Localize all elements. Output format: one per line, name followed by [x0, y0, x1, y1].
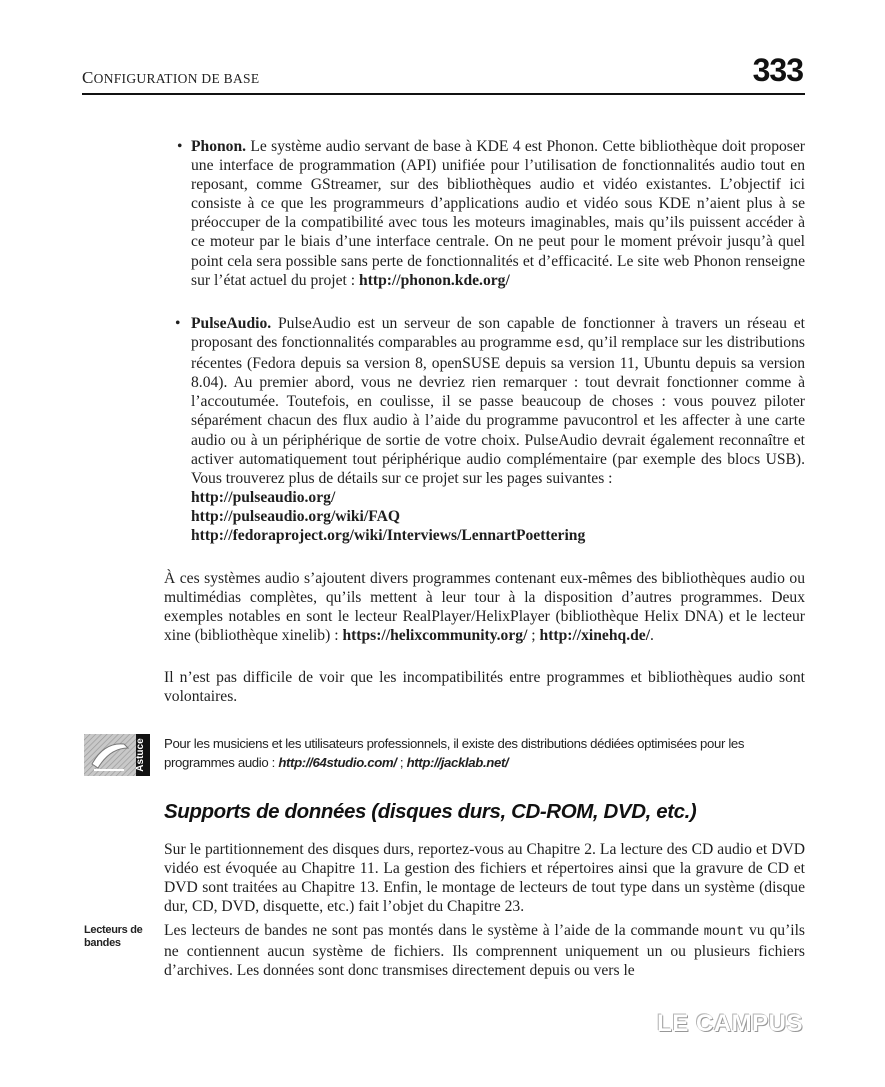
phonon-link[interactable]: http://phonon.kde.org/: [359, 271, 510, 289]
inline-code: mount: [703, 925, 745, 940]
running-header-rest: ONFIGURATION DE BASE: [93, 71, 260, 86]
tip-icon: [84, 734, 152, 776]
64studio-link[interactable]: http://64studio.com/: [278, 755, 397, 770]
separator: ;: [527, 627, 540, 645]
separator: ;: [396, 755, 407, 770]
inline-code: esd: [555, 337, 580, 353]
page-number: 333: [752, 52, 803, 88]
bullet-text: [191, 137, 805, 290]
bullet-dot: •: [177, 138, 183, 155]
paragraph-text-continued: vu qu’ils ne contiennent aucun système de fichiers. Ils comprennent uniquement un ou plusieurs fichiers d’archives. Les données sont donc transmises directement depuis ou vers le: [164, 922, 805, 980]
xine-link[interactable]: http://xinehq.de/: [539, 627, 651, 645]
section-heading: Supports de données (disques durs, CD-ROM, DVD, etc.): [164, 800, 697, 823]
tape-drives-paragraph: [164, 921, 805, 980]
bullet-label: Phonon.: [191, 138, 247, 155]
bullet-body: Le système audio servant de base à KDE 4 est Phonon. Cette bibliothèque doit proposer une interface de programmation (API) unifiée pour l’utilisation de fonctionnalités audio tout en reposant, comme GStreamer, sur des bibliothèques audio et vidéo existantes. L’objectif ici consiste à ce que les programmeurs d’applications audio et vidéo sous KDE n’aient plus à se préoccuper de la compatibilité avec tous les moteurs imaginables, mais qu’ils puissent accéder à ce moteur par le biais d’une interface centrale. On ne peut pour le moment prévoir jusqu’à quel point cela sera possible sans perte de fonctionnalités et d’efficacité. Le site web Phonon renseigne sur l’état actuel du projet :: [191, 138, 805, 289]
tip-text: Pour les musiciens et les utilisateurs professionnels, il existe des distributions dédiées optimisées pour les programmes audio :: [164, 736, 745, 770]
bullet-label: PulseAudio.: [191, 315, 272, 332]
paragraph-end: .: [650, 627, 654, 645]
bullet-dot: •: [175, 315, 181, 332]
tip-icon-label: Astuce: [135, 738, 146, 772]
bullet-item-phonon: [165, 137, 805, 290]
helix-link[interactable]: https://helixcommunity.org/: [342, 627, 528, 645]
running-header: [82, 68, 259, 88]
section-paragraph: Sur le partitionnement des disques durs, reportez-vous au Chapitre 2. La lecture des CD audio et DVD vidéo est évoquée au Chapitre 11. La gestion des fichiers et répertoires ainsi que la gravure de CD et DVD sont traitées au Chapitre 13. Enfin, le montage de lecteurs de tout type dans un système (disque dur, CD, DVD, disquette, etc.) fait l’objet du Chapitre 23.: [164, 841, 805, 916]
bullet-item-pulseaudio: [165, 314, 805, 545]
paragraph-audio-programs: [164, 569, 805, 645]
fedora-interview-link[interactable]: http://fedoraproject.org/wiki/Interviews/LennartPoettering: [191, 527, 586, 545]
publisher-logo: LE CAMPUS: [657, 1010, 803, 1037]
tip-box-text: [164, 734, 805, 772]
running-header-initial: C: [82, 68, 94, 87]
pulseaudio-faq-link[interactable]: http://pulseaudio.org/wiki/FAQ: [191, 507, 400, 525]
paragraph-incompatibilities: Il n’est pas difficile de voir que les incompatibilités entre programmes et bibliothèques audio sont volontaires.: [164, 669, 805, 706]
bullet-body-continued: , qu’il remplace sur les distributions récentes (Fedora depuis sa version 8, openSUSE depuis sa version 11, Ubuntu depuis sa version 8.04). Au premier abord, vous ne devriez rien remarquer : tout devrait fonctionner comme à l’accoutumée. Toutefois, en coulisse, il se passe beaucoup de choses : vous pouvez piloter séparément chacun des flux audio à l’aide du programme pavucontrol et les affecter à une carte audio ou à un périphérique de sortie de votre choix. PulseAudio devrait également reconnaître et activer automatiquement tout périphérique audio complémentaire (par exemple des blocs USB). Vous trouverez plus de détails sur ce projet sur les pages suivantes :: [191, 334, 805, 487]
margin-note: Lecteurs de bandes: [84, 924, 143, 949]
header-rule: [82, 93, 805, 95]
paragraph-text: À ces systèmes audio s’ajoutent divers programmes contenant eux-mêmes des bibliothèques audio ou multimédias complètes, qu’ils mettent à leur tour à la disposition d’autres programmes. Deux exemples notables en sont le lecteur RealPlayer/HelixPlayer (bibliothèque Helix DNA) et le lecteur xine (bibliothèque xinelib) :: [164, 570, 805, 645]
paragraph-text: Les lecteurs de bandes ne sont pas montés dans le système à l’aide de la commande: [164, 922, 699, 939]
bullet-text: [191, 314, 805, 545]
bullet-body: PulseAudio est un serveur de son capable de fonctionner à travers un réseau et proposant des fonctionnalités comparables au programme: [191, 315, 805, 352]
pulseaudio-link[interactable]: http://pulseaudio.org/: [191, 488, 336, 506]
jacklab-link[interactable]: http://jacklab.net/: [406, 755, 509, 770]
